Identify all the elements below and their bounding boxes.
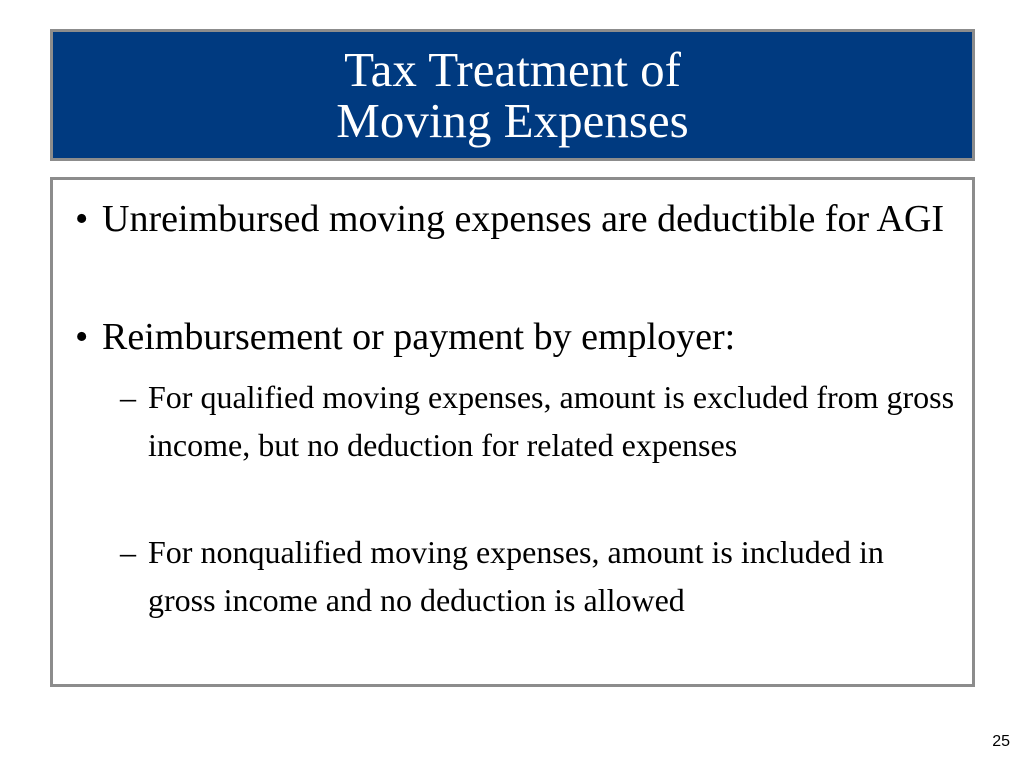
bullet-text: Unreimbursed moving expenses are deductible for AGI: [102, 198, 945, 240]
content-panel: [50, 177, 975, 687]
slide-title-line-1: Tax Treatment of: [344, 42, 681, 97]
sub-bullet-marker: –: [120, 534, 136, 570]
bullet-marker: •: [75, 198, 89, 240]
sub-bullet-marker: –: [120, 379, 136, 415]
title-banner: [50, 29, 975, 161]
slide-title-line-2: Moving Expenses: [336, 93, 689, 148]
bullet-text: Reimbursement or payment by employer:: [102, 316, 736, 358]
sub-bullet-text: For nonqualified moving expenses, amount is included in gross income and no deduction is allowed: [148, 534, 884, 618]
bullet-marker: •: [75, 316, 89, 358]
sub-bullet-text: For qualified moving expenses, amount is excluded from gross income, but no deduction for related expenses: [148, 379, 955, 463]
page-number: 25: [992, 733, 1010, 750]
